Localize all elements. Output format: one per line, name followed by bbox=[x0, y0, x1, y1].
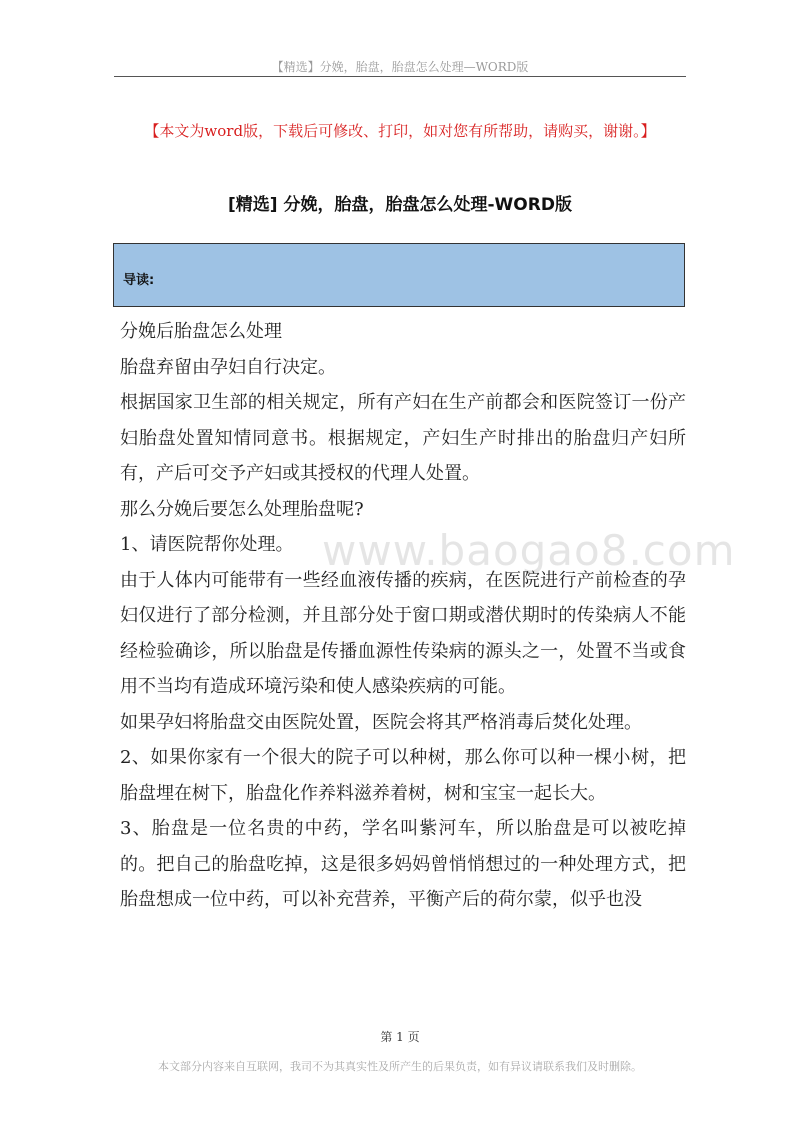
header-divider bbox=[114, 76, 686, 77]
page-number: 第 1 页 bbox=[380, 1030, 420, 1044]
paragraph: 根据国家卫生部的相关规定，所有产妇在生产前都会和医院签订一份产妇胎盘处置知情同意书。根据规定，产妇生产时排出的胎盘归产妇所有，产后可交予产妇或其授权的代理人处置。 bbox=[120, 392, 686, 484]
download-notice: 【本文为word版，下载后可修改、打印，如对您有所帮助，请购买，谢谢。】 bbox=[144, 122, 656, 140]
guide-label: 导读: bbox=[123, 273, 155, 288]
guide-box bbox=[113, 243, 685, 307]
document-title: [精选] 分娩，胎盘，胎盘怎么处理-WORD版 bbox=[228, 195, 572, 215]
paragraph: 那么分娩后要怎么处理胎盘呢? bbox=[120, 498, 364, 520]
paragraph: 由于人体内可能带有一些经血液传播的疾病，在医院进行产前检查的孕妇仅进行了部分检测，并且部分处于窗口期或潜伏期时的传染病人不能经检验确诊，所以胎盘是传播血源性传染病的源头之一，处置不当或食用不当均有造成环境污染和使人感染疾病的可能。 bbox=[120, 569, 686, 697]
paragraph: 1、请医院帮你处理。 bbox=[120, 534, 294, 555]
article-body bbox=[120, 314, 686, 918]
paragraph: 3、胎盘是一位名贵的中药，学名叫紫河车，所以胎盘是可以被吃掉的。把自己的胎盘吃掉，这是很多妈妈曾悄悄想过的一种处理方式，把胎盘想成一位中药，可以补充营养，平衡产后的荷尔蒙，似乎也没 bbox=[120, 818, 686, 910]
page-header: 【精选】分娩，胎盘，胎盘怎么处理—WORD版 bbox=[271, 60, 529, 74]
paragraph: 如果孕妇将胎盘交由医院处置，医院会将其严格消毒后焚化处理。 bbox=[120, 711, 642, 733]
watermark: www.baogao8.com bbox=[322, 526, 736, 575]
paragraph: 胎盘弃留由孕妇自行决定。 bbox=[120, 356, 336, 378]
page-footer: 本文部分内容来自互联网，我司不为其真实性及所产生的后果负责，如有异议请联系我们及时删除。 bbox=[158, 1060, 642, 1073]
paragraph: 分娩后胎盘怎么处理 bbox=[120, 321, 282, 342]
paragraph: 2、如果你家有一个很大的院子可以种树，那么你可以种一棵小树，把胎盘埋在树下，胎盘化作养料滋养着树，树和宝宝一起长大。 bbox=[120, 747, 686, 804]
